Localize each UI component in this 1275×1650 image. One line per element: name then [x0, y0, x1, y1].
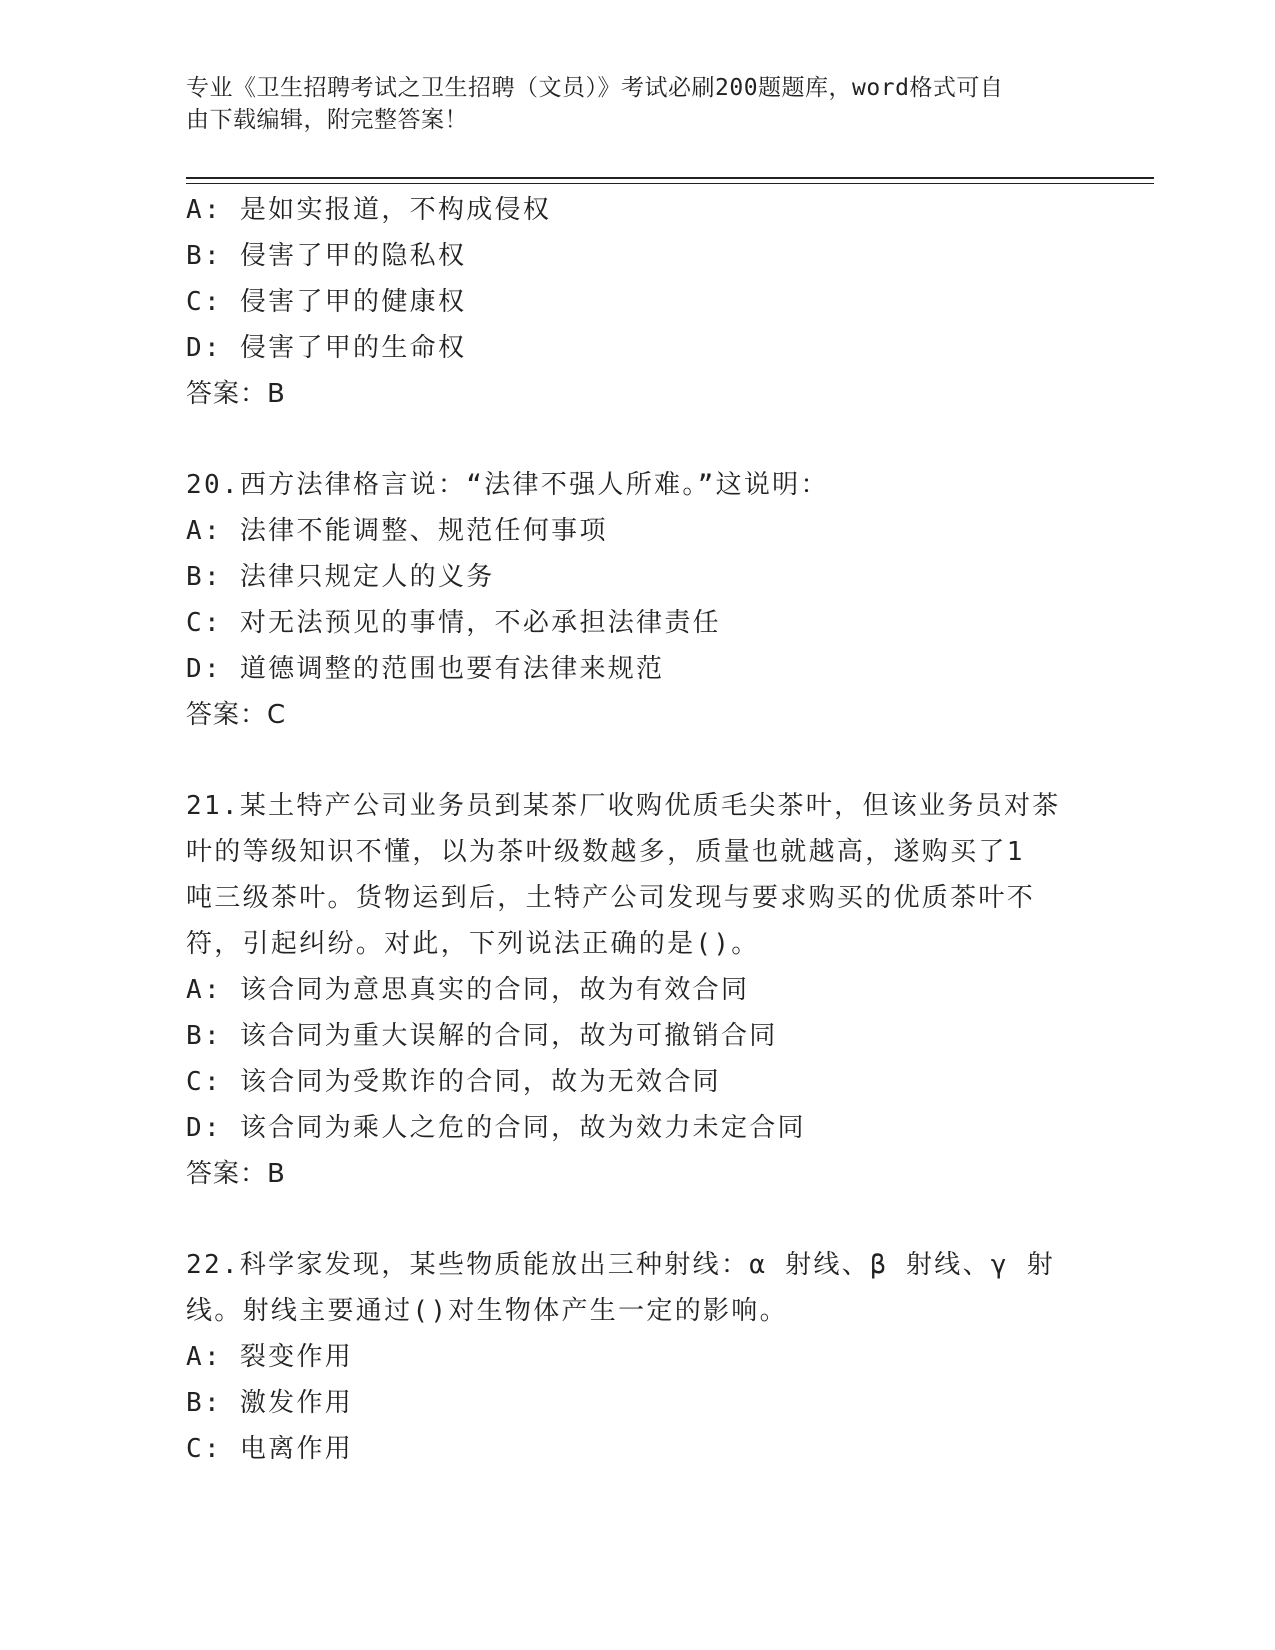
option-b: B: 该合同为重大误解的合同，故为可撤销合同	[186, 1021, 778, 1051]
header-line-2: 由下载编辑，附完整答案！	[186, 107, 468, 133]
answer-line: 答案：B	[186, 1159, 286, 1189]
option-b: B: 激发作用	[186, 1388, 354, 1418]
option-b: B: 法律只规定人的义务	[186, 562, 495, 592]
option-a: A: 法律不能调整、规范任何事项	[186, 516, 608, 546]
option-d: D: 侵害了甲的生命权	[186, 333, 467, 363]
option-a: A: 该合同为意思真实的合同，故为有效合同	[186, 975, 750, 1005]
spacer	[186, 738, 1086, 783]
question-list	[186, 187, 1086, 1472]
option-d: D: 该合同为乘人之危的合同，故为效力未定合同	[186, 1113, 806, 1143]
question-stem-line: 21.某土特产公司业务员到某茶厂收购优质毛尖茶叶，但该业务员对茶	[186, 791, 1061, 821]
answer-line: 答案：B	[186, 379, 286, 409]
question-19-continued	[186, 187, 1086, 417]
spacer	[186, 417, 1086, 462]
question-20	[186, 462, 1086, 738]
question-stem-line: 叶的等级知识不懂，以为茶叶级数越多，质量也就越高，遂购买了1	[186, 837, 1025, 867]
header-divider-thick	[186, 177, 1154, 179]
document-header	[186, 72, 1066, 136]
option-c: C: 该合同为受欺诈的合同，故为无效合同	[186, 1067, 721, 1097]
header-line-1: 专业《卫生招聘考试之卫生招聘（文员）》考试必刷200题题库，word格式可自	[186, 75, 1004, 101]
spacer	[186, 1197, 1086, 1242]
question-stem: 20.西方法律格言说：“法律不强人所难。”这说明：	[186, 470, 829, 500]
option-a: A: 是如实报道，不构成侵权	[186, 195, 552, 225]
option-d: D: 道德调整的范围也要有法律来规范	[186, 654, 665, 684]
answer-line: 答案：C	[186, 700, 287, 730]
option-c: C: 电离作用	[186, 1434, 354, 1464]
option-c: C: 对无法预见的事情，不必承担法律责任	[186, 608, 721, 638]
question-22	[186, 1242, 1086, 1472]
question-stem-line: 符，引起纠纷。对此，下列说法正确的是()。	[186, 929, 760, 959]
question-21	[186, 783, 1086, 1197]
option-a: A: 裂变作用	[186, 1342, 354, 1372]
header-divider-thin	[186, 183, 1154, 184]
option-c: C: 侵害了甲的健康权	[186, 287, 467, 317]
question-stem-line: 22.科学家发现，某些物质能放出三种射线：α 射线、β 射线、γ 射	[186, 1250, 1056, 1280]
question-stem-line: 线。射线主要通过()对生物体产生一定的影响。	[186, 1296, 788, 1326]
question-stem-line: 吨三级茶叶。货物运到后，土特产公司发现与要求购买的优质茶叶不	[186, 883, 1036, 913]
option-b: B: 侵害了甲的隐私权	[186, 241, 467, 271]
